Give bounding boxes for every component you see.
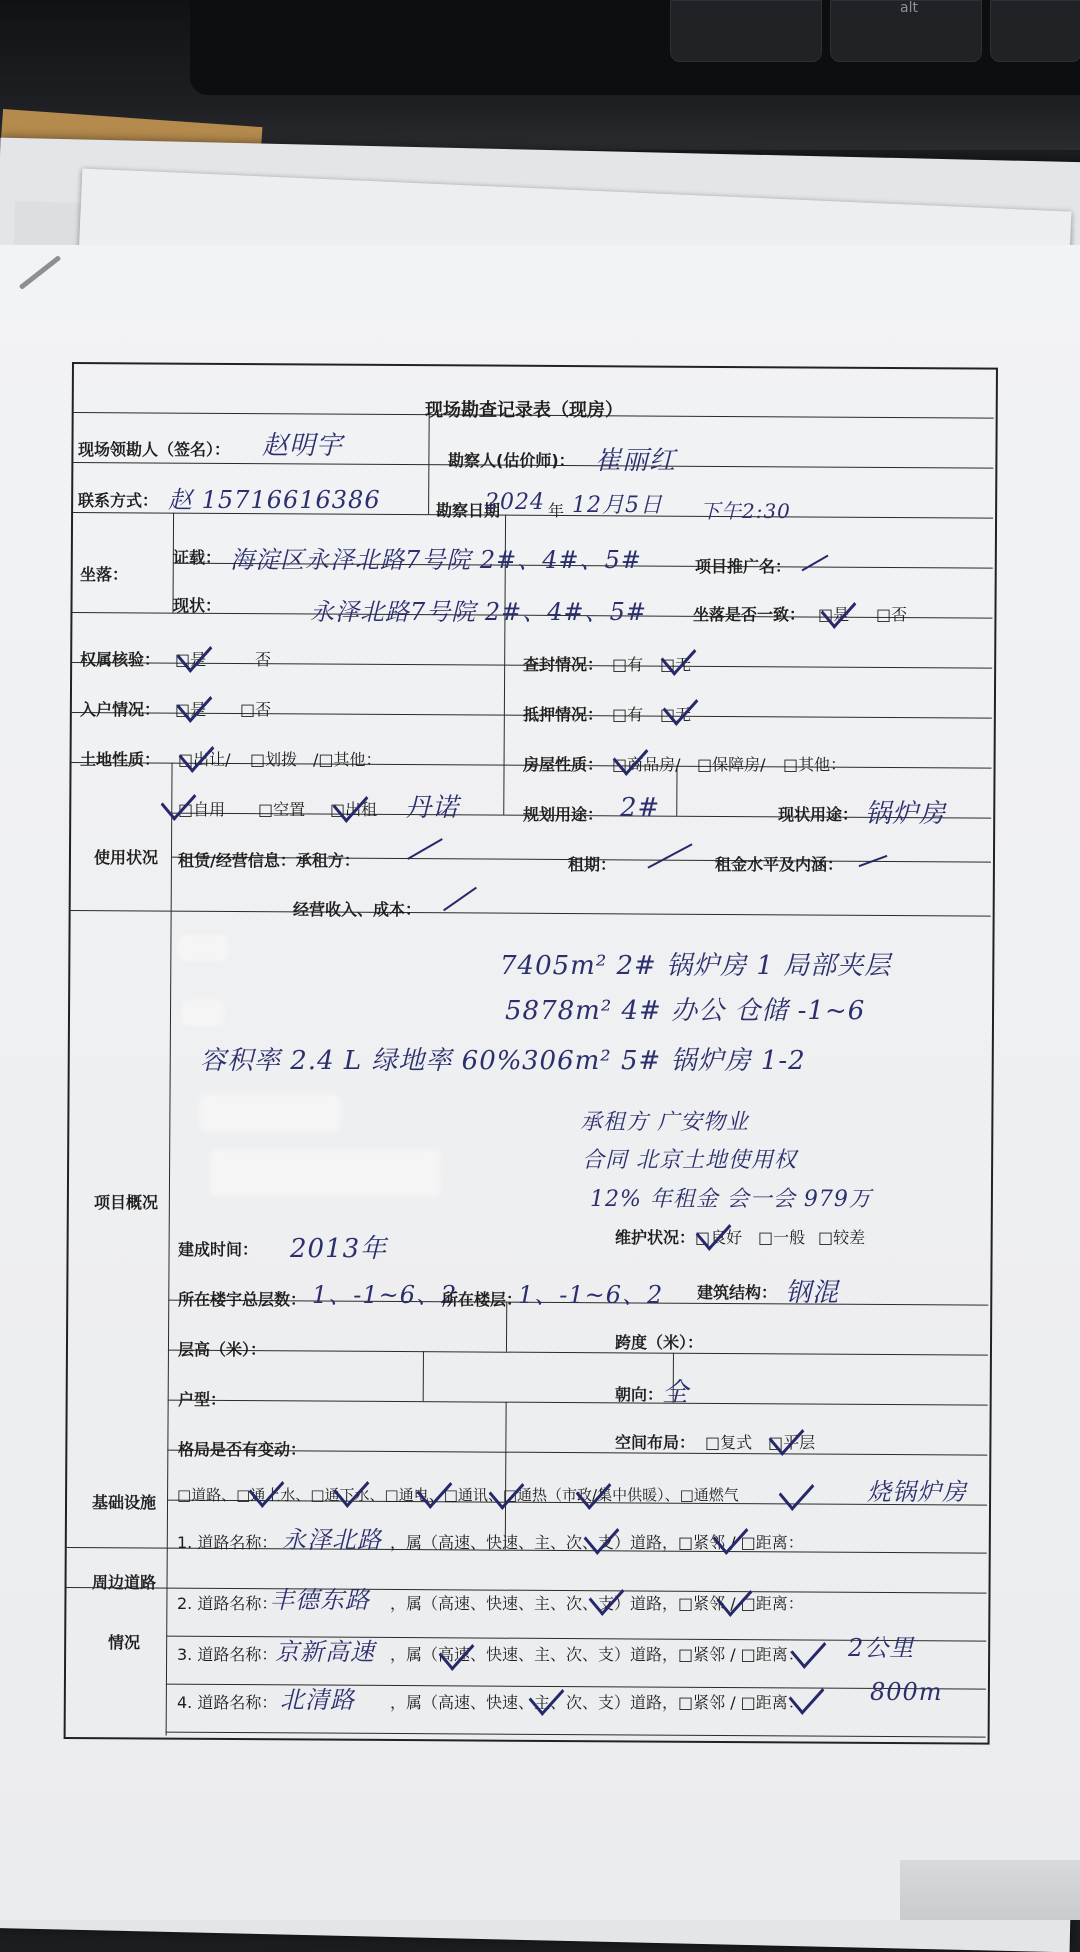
redaction	[182, 1000, 224, 1026]
entry-no: □否	[240, 700, 272, 719]
overview-line5: 合同 北京土地使用权	[582, 1148, 797, 1173]
span-label: 跨度（米）：	[615, 1333, 704, 1352]
status-value: 永泽北路7号院 2#、4#、5#	[310, 598, 648, 626]
maintenance-opt1: □良好	[695, 1228, 743, 1247]
house-type-opt3: □其他：	[783, 755, 847, 774]
consistent-yes: □是	[818, 605, 850, 624]
floor-at-label: 所在楼层：	[442, 1290, 523, 1309]
date-month-day: 12月5日	[572, 493, 663, 518]
infra-items: □道路、□通上水、□通下水、□通电、□通讯、□通热（市政/集中供暖）、□通燃气	[177, 1486, 739, 1504]
layout-label: 户型：	[178, 1390, 227, 1409]
overview-label: 项目概况	[94, 1193, 159, 1212]
location-label: 坐落：	[80, 565, 129, 584]
road-name: 丰德东路	[270, 1586, 370, 1614]
structure-label: 建筑结构：	[697, 1283, 778, 1302]
total-floors-label: 所在楼宇总层数：	[178, 1290, 307, 1309]
usage-opt3: □出租	[330, 800, 378, 819]
date-year-unit: 年	[548, 501, 565, 520]
appraiser-value: 崔丽红	[595, 446, 677, 476]
rent-label: 租金水平及内涵：	[715, 855, 844, 874]
road-prefix: 1. 道路名称：	[177, 1533, 278, 1552]
house-type-label: 房屋性质：	[523, 755, 604, 774]
redaction	[178, 935, 228, 961]
built-value: 2013年	[290, 1234, 388, 1264]
road-prefix: 3. 道路名称：	[177, 1645, 278, 1664]
road-name: 北清路	[280, 1686, 355, 1714]
consistent-no: □否	[876, 605, 908, 624]
height-label: 层高（米）：	[178, 1340, 267, 1359]
land-label: 土地性质：	[80, 750, 161, 769]
space-opt2: □平层	[768, 1433, 816, 1452]
roads-label-1: 周边道路	[92, 1573, 157, 1592]
ownership-no: 否	[255, 650, 272, 669]
cert-value: 海淀区永泽北路7号院 2#、4#、5#	[230, 546, 643, 574]
house-type-opt1: □商品房/	[612, 755, 681, 774]
redaction	[200, 1095, 340, 1131]
form-title: 现场勘查记录表（现房）	[425, 400, 623, 421]
structure-value: 钢混	[785, 1278, 840, 1308]
leader-signature: 赵明宇	[262, 431, 344, 461]
mortgage-yes: □有	[612, 705, 644, 724]
seizure-yes: □有	[612, 655, 644, 674]
mortgage-label: 抵押情况：	[523, 705, 604, 724]
usage-label: 使用状况	[94, 848, 159, 867]
road-distance: 2公里	[848, 1634, 915, 1662]
planned-use-label: 规划用途：	[523, 805, 604, 824]
ownership-label: 权属核验：	[80, 650, 161, 669]
mortgage-no: □无	[660, 705, 692, 724]
space-layout-label: 空间布局：	[615, 1433, 696, 1452]
infra-note: 烧锅炉房	[867, 1478, 967, 1506]
road-name: 京新高速	[275, 1638, 375, 1666]
appraiser-label: 勘察人(估价师)：	[448, 451, 575, 470]
term-label: 租期：	[568, 855, 617, 874]
status-label: 现状：	[173, 596, 222, 615]
overview-line6: 12% 年租金 会一会 979万	[590, 1187, 872, 1212]
road-desc: ，属（高速、快速、主、次、支）道路，□紧邻 / □距离：	[390, 1594, 804, 1613]
project-name-label: 项目推广名：	[695, 557, 792, 576]
road-name: 永泽北路	[282, 1526, 382, 1554]
contact-label: 联系方式：	[78, 491, 159, 510]
road-desc: ，属（高速、快速、主、次、支）道路，□紧邻 / □距离：	[390, 1693, 804, 1712]
infra-label: 基础设施	[92, 1493, 157, 1512]
planned-use-value: 2#	[620, 793, 661, 823]
current-use-value: 锅炉房	[865, 799, 947, 829]
cert-label: 证载：	[173, 548, 222, 567]
redaction	[210, 1150, 440, 1196]
date-year: 2024	[485, 490, 545, 515]
usage-opt1: □自用	[178, 800, 226, 819]
maintenance-label: 维护状况：	[615, 1228, 696, 1247]
land-opt2: □划拨	[250, 750, 298, 769]
road-prefix: 4. 道路名称：	[177, 1693, 278, 1712]
keyboard-key-label: alt	[900, 0, 918, 16]
roads-label-2: 情况	[108, 1633, 141, 1652]
total-floors-value: 1、-1~6、2	[312, 1281, 458, 1309]
overview-line3-left: 容积率 2.4 L 绿地率 60%	[200, 1046, 523, 1076]
usage-opt2: □空置	[258, 800, 306, 819]
seizure-label: 查封情况：	[523, 655, 604, 674]
maintenance-opt2: □一般	[758, 1228, 806, 1247]
consistent-label: 坐落是否一致：	[693, 605, 806, 624]
layout-change-label: 格局是否有变动：	[178, 1440, 307, 1459]
overview-line4: 承租方 广安物业	[580, 1110, 749, 1135]
contact-value: 赵 15716616386	[168, 486, 381, 514]
road-desc: ，属（高速、快速、主、次、支）道路，□紧邻 / □距离：	[390, 1533, 804, 1552]
land-opt3: /□其他：	[313, 750, 382, 769]
ownership-yes: □是	[175, 650, 207, 669]
overview-line2: 5878m² 4# 办公 仓储 -1~6	[505, 996, 866, 1026]
road-desc: ，属（高速、快速、主、次、支）道路，□紧邻 / □距离：	[390, 1645, 804, 1664]
overview-line3-right: 306m² 5# 锅炉房 1-2	[522, 1046, 806, 1076]
space-opt1: □复式	[705, 1433, 753, 1452]
built-label: 建成时间：	[178, 1240, 259, 1259]
house-type-opt2: □保障房/	[697, 755, 766, 774]
road-distance: 800m	[870, 1678, 943, 1706]
leader-label: 现场领勘人（签名）：	[78, 440, 231, 459]
orientation-label: 朝向：	[615, 1385, 664, 1404]
entry-label: 入户情况：	[80, 700, 161, 719]
floor-at-value: 1、-1~6、2	[518, 1281, 664, 1309]
date-time: 下午2:30	[700, 499, 791, 523]
land-opt1: □出让/	[178, 750, 231, 769]
income-label: 经营收入、成本：	[293, 900, 422, 919]
orientation-value: 全	[662, 1378, 690, 1408]
tenant-note: 丹诺	[405, 793, 460, 823]
current-use-label: 现状用途：	[778, 805, 859, 824]
date-label: 勘察日期	[436, 501, 501, 520]
road-prefix: 2. 道路名称：	[177, 1594, 278, 1613]
overview-line1: 7405m² 2# 锅炉房 1 局部夹层	[500, 951, 892, 981]
lease-label: 租赁/经营信息：承租方：	[178, 851, 360, 870]
maintenance-opt3: □较差	[818, 1228, 866, 1247]
seizure-no: □无	[660, 655, 692, 674]
entry-yes: □是	[175, 700, 207, 719]
